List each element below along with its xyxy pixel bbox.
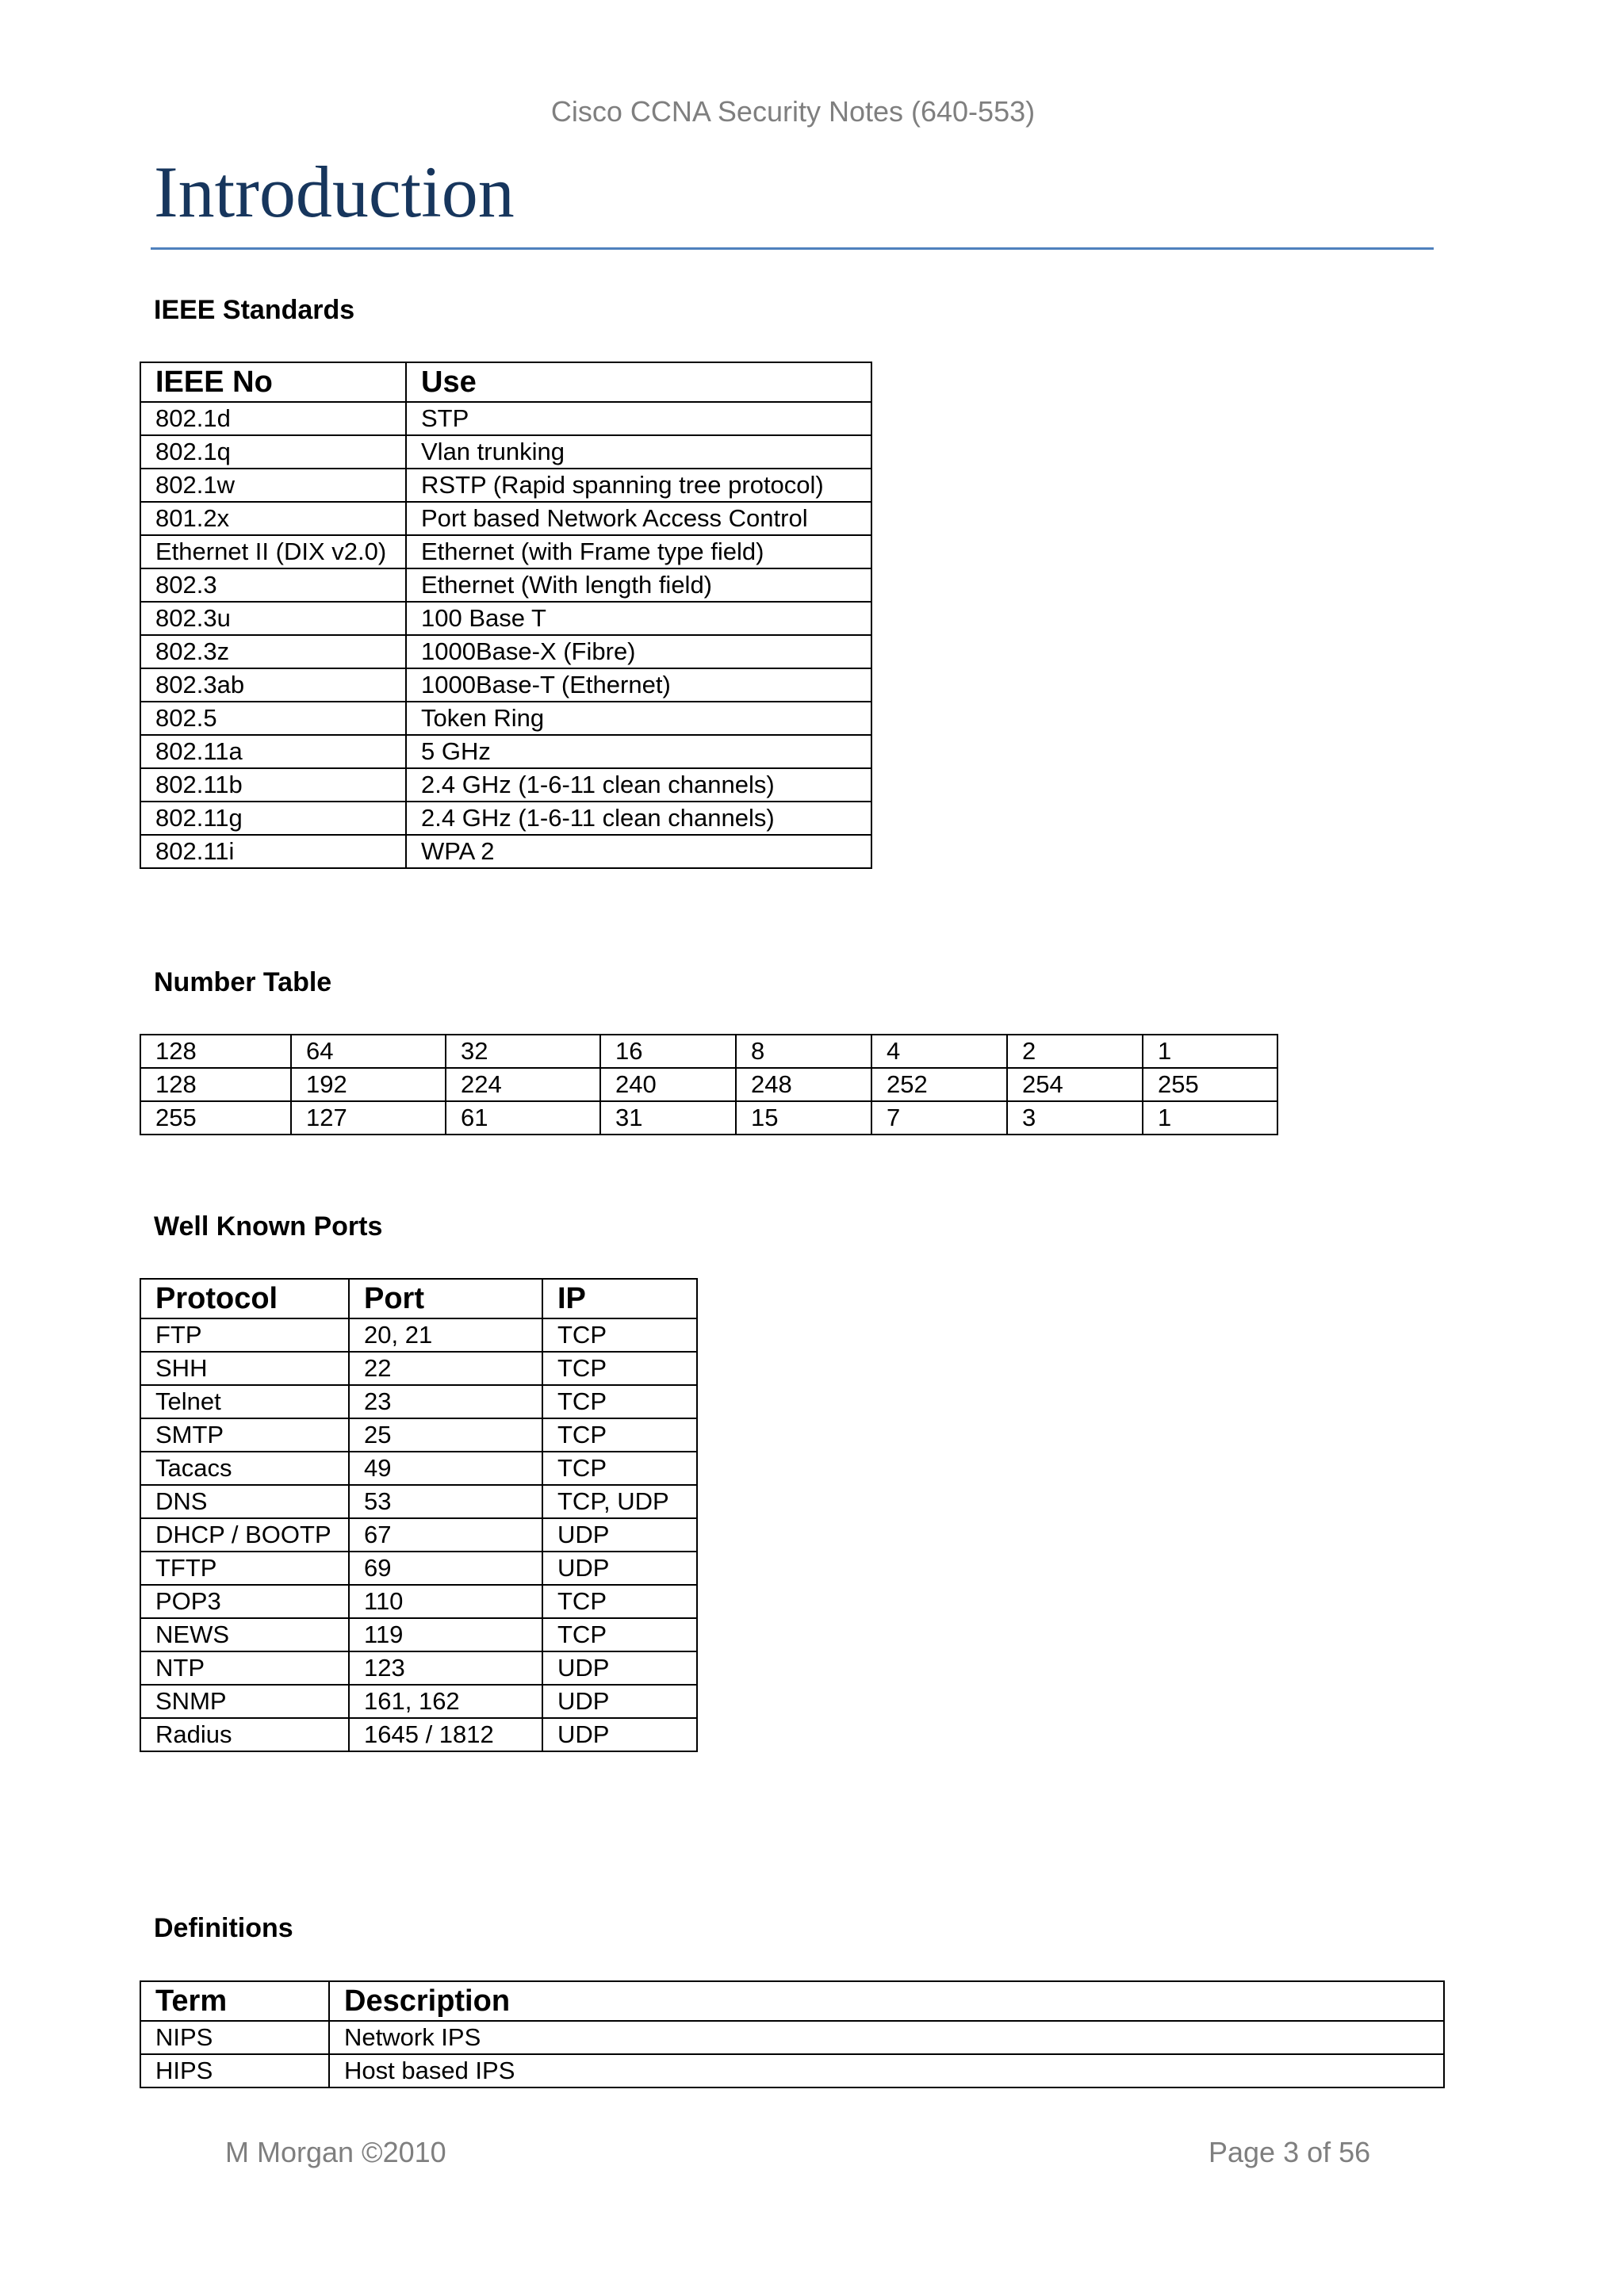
term-cell: NIPS (140, 2021, 329, 2054)
table-row (140, 802, 871, 835)
table-row (140, 502, 871, 535)
definitions-heading: Definitions (154, 1913, 293, 1943)
col-64-cell: 192 (291, 1068, 446, 1101)
table-row (140, 1101, 1277, 1135)
term-cell: HIPS (140, 2054, 329, 2087)
col-1-cell: 255 (1143, 1068, 1277, 1101)
col-64-cell: 127 (291, 1101, 446, 1135)
use-cell: 2.4 GHz (1-6-11 clean channels) (406, 802, 871, 835)
page-title: Introduction (154, 151, 515, 232)
col-128-cell: 128 (140, 1035, 291, 1068)
ieee-no-cell: 802.1q (140, 435, 406, 469)
ieee-no-cell: 802.3ab (140, 668, 406, 702)
port-cell: 1645 / 1812 (349, 1718, 542, 1751)
ieee-standards-table (140, 362, 872, 869)
port-cell: 25 (349, 1418, 542, 1452)
use-cell: 5 GHz (406, 735, 871, 768)
protocol-cell: FTP (140, 1318, 349, 1352)
table-row (140, 1385, 697, 1418)
port-cell: 161, 162 (349, 1685, 542, 1718)
ieee-standards-heading: IEEE Standards (154, 295, 355, 325)
protocol-cell: SNMP (140, 1685, 349, 1718)
use-cell: 1000Base-X (Fibre) (406, 635, 871, 668)
number-table (140, 1034, 1278, 1135)
port-cell: 22 (349, 1352, 542, 1385)
table-row (140, 1352, 697, 1385)
column-header-use: Use (406, 362, 871, 402)
table-row (140, 1452, 697, 1485)
table-row (140, 1518, 697, 1552)
description-cell: Network IPS (329, 2021, 1444, 2054)
table-row (140, 768, 871, 802)
number-table-heading: Number Table (154, 967, 332, 997)
table-row (140, 1585, 697, 1618)
ieee-no-cell: 802.3z (140, 635, 406, 668)
table-header-row (140, 1981, 1444, 2021)
col-1-cell: 1 (1143, 1035, 1277, 1068)
protocol-cell: TFTP (140, 1552, 349, 1585)
table-row (140, 1685, 697, 1718)
col-8-cell: 8 (736, 1035, 871, 1068)
use-cell: 1000Base-T (Ethernet) (406, 668, 871, 702)
column-header-ip: IP (542, 1279, 697, 1318)
table-row (140, 602, 871, 635)
table-row (140, 402, 871, 435)
footer-page-number: Page 3 of 56 (1208, 2136, 1371, 2168)
table-row (140, 702, 871, 735)
ieee-no-cell: 802.11i (140, 835, 406, 868)
protocol-cell: NTP (140, 1651, 349, 1685)
use-cell: Vlan trunking (406, 435, 871, 469)
ip-cell: TCP, UDP (542, 1485, 697, 1518)
well-known-ports-table (140, 1278, 698, 1752)
ip-cell: UDP (542, 1552, 697, 1585)
port-cell: 20, 21 (349, 1318, 542, 1352)
column-header-ieee-no: IEEE No (140, 362, 406, 402)
table-row (140, 635, 871, 668)
ip-cell: UDP (542, 1518, 697, 1552)
col-128-cell: 255 (140, 1101, 291, 1135)
table-row (140, 568, 871, 602)
ieee-no-cell: 802.11g (140, 802, 406, 835)
port-cell: 119 (349, 1618, 542, 1651)
ieee-no-cell: 802.3u (140, 602, 406, 635)
use-cell: Ethernet (with Frame type field) (406, 535, 871, 568)
ieee-no-cell: 802.1d (140, 402, 406, 435)
column-header-protocol: Protocol (140, 1279, 349, 1318)
use-cell: RSTP (Rapid spanning tree protocol) (406, 469, 871, 502)
col-2-cell: 2 (1007, 1035, 1143, 1068)
protocol-cell: DHCP / BOOTP (140, 1518, 349, 1552)
table-row (140, 535, 871, 568)
ip-cell: UDP (542, 1718, 697, 1751)
col-32-cell: 224 (446, 1068, 600, 1101)
use-cell: WPA 2 (406, 835, 871, 868)
col-128-cell: 128 (140, 1068, 291, 1101)
ieee-no-cell: 801.2x (140, 502, 406, 535)
table-header-row (140, 1279, 697, 1318)
col-64-cell: 64 (291, 1035, 446, 1068)
table-row (140, 435, 871, 469)
use-cell: 100 Base T (406, 602, 871, 635)
table-row (140, 835, 871, 868)
protocol-cell: Tacacs (140, 1452, 349, 1485)
use-cell: Ethernet (With length field) (406, 568, 871, 602)
ieee-no-cell: 802.5 (140, 702, 406, 735)
col-8-cell: 15 (736, 1101, 871, 1135)
table-row (140, 1718, 697, 1751)
ip-cell: TCP (542, 1418, 697, 1452)
col-2-cell: 254 (1007, 1068, 1143, 1101)
table-row (140, 735, 871, 768)
column-header-description: Description (329, 1981, 1444, 2021)
port-cell: 23 (349, 1385, 542, 1418)
port-cell: 110 (349, 1585, 542, 1618)
port-cell: 49 (349, 1452, 542, 1485)
port-cell: 69 (349, 1552, 542, 1585)
col-1-cell: 1 (1143, 1101, 1277, 1135)
ieee-no-cell: 802.1w (140, 469, 406, 502)
ip-cell: TCP (542, 1452, 697, 1485)
table-row (140, 1651, 697, 1685)
protocol-cell: DNS (140, 1485, 349, 1518)
ieee-no-cell: 802.11b (140, 768, 406, 802)
table-row (140, 1552, 697, 1585)
ieee-no-cell: 802.3 (140, 568, 406, 602)
table-header-row (140, 362, 871, 402)
table-row (140, 1068, 1277, 1101)
protocol-cell: NEWS (140, 1618, 349, 1651)
ip-cell: TCP (542, 1618, 697, 1651)
col-16-cell: 16 (600, 1035, 736, 1068)
col-16-cell: 31 (600, 1101, 736, 1135)
port-cell: 53 (349, 1485, 542, 1518)
port-cell: 67 (349, 1518, 542, 1552)
protocol-cell: POP3 (140, 1585, 349, 1618)
ip-cell: TCP (542, 1318, 697, 1352)
table-row (140, 668, 871, 702)
col-32-cell: 32 (446, 1035, 600, 1068)
use-cell: STP (406, 402, 871, 435)
col-16-cell: 240 (600, 1068, 736, 1101)
page-header: Cisco CCNA Security Notes (640-553) (550, 95, 1036, 128)
ieee-no-cell: 802.11a (140, 735, 406, 768)
description-cell: Host based IPS (329, 2054, 1444, 2087)
ip-cell: TCP (542, 1352, 697, 1385)
col-2-cell: 3 (1007, 1101, 1143, 1135)
protocol-cell: SHH (140, 1352, 349, 1385)
col-32-cell: 61 (446, 1101, 600, 1135)
port-cell: 123 (349, 1651, 542, 1685)
protocol-cell: Telnet (140, 1385, 349, 1418)
column-header-port: Port (349, 1279, 542, 1318)
ip-cell: TCP (542, 1385, 697, 1418)
col-4-cell: 4 (871, 1035, 1007, 1068)
use-cell: 2.4 GHz (1-6-11 clean channels) (406, 768, 871, 802)
table-row (140, 2054, 1444, 2087)
col-8-cell: 248 (736, 1068, 871, 1101)
table-row (140, 469, 871, 502)
column-header-term: Term (140, 1981, 329, 2021)
ip-cell: TCP (542, 1585, 697, 1618)
table-row (140, 1618, 697, 1651)
protocol-cell: SMTP (140, 1418, 349, 1452)
ieee-no-cell: Ethernet II (DIX v2.0) (140, 535, 406, 568)
col-4-cell: 252 (871, 1068, 1007, 1101)
definitions-table (140, 1980, 1445, 2088)
table-row (140, 1318, 697, 1352)
ip-cell: UDP (542, 1651, 697, 1685)
table-row (140, 1418, 697, 1452)
footer-author: M Morgan ©2010 (225, 2136, 446, 2168)
title-underline (151, 247, 1434, 250)
use-cell: Token Ring (406, 702, 871, 735)
ip-cell: UDP (542, 1685, 697, 1718)
table-row (140, 2021, 1444, 2054)
table-row (140, 1485, 697, 1518)
table-row (140, 1035, 1277, 1068)
use-cell: Port based Network Access Control (406, 502, 871, 535)
col-4-cell: 7 (871, 1101, 1007, 1135)
well-known-ports-heading: Well Known Ports (154, 1211, 383, 1242)
protocol-cell: Radius (140, 1718, 349, 1751)
